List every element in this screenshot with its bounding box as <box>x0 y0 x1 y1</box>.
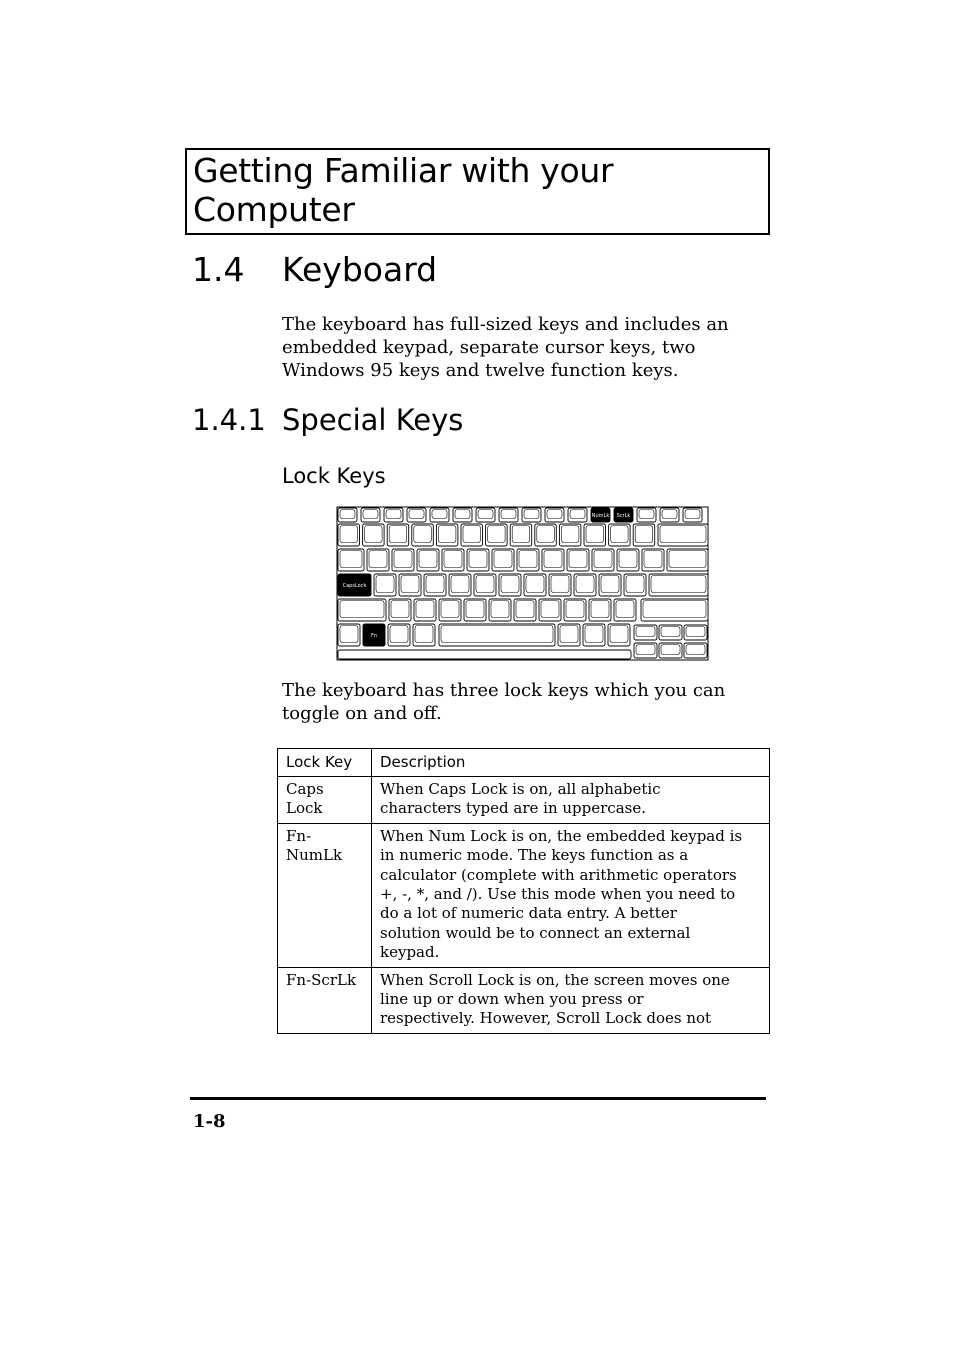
key <box>461 524 483 546</box>
key <box>442 549 464 571</box>
key <box>592 549 614 571</box>
function-key <box>499 508 518 522</box>
key <box>374 574 396 596</box>
cell-line: solution would be to connect an external <box>380 923 691 942</box>
alt-key <box>413 624 435 646</box>
key <box>539 599 561 621</box>
subsection-title: Special Keys <box>282 403 464 437</box>
numlock-key <box>591 508 610 522</box>
win-key <box>388 624 410 646</box>
key <box>542 549 564 571</box>
key <box>609 524 631 546</box>
lock-intro-paragraph <box>282 679 762 725</box>
cursor-key <box>634 625 657 640</box>
chapter-title-line-2: Computer <box>193 190 355 229</box>
cell-line: NumLk <box>286 846 343 865</box>
spacebar-key <box>439 624 555 646</box>
table-row <box>278 777 770 824</box>
subsection-number: 1.4.1 <box>192 403 266 437</box>
intro-line: Windows 95 keys and twelve function keys. <box>282 360 679 381</box>
cell-line: characters typed are in uppercase. <box>380 799 646 818</box>
key <box>514 599 536 621</box>
alt-right-key <box>558 624 580 646</box>
key <box>559 524 581 546</box>
cell-line: Caps <box>286 780 324 798</box>
key <box>467 549 489 571</box>
function-key <box>476 508 495 522</box>
key <box>564 599 586 621</box>
key <box>399 574 421 596</box>
cursor-key <box>634 643 657 658</box>
cursor-key <box>684 643 707 658</box>
key <box>633 524 655 546</box>
description-cell <box>372 823 770 967</box>
footer-rule <box>190 1097 766 1100</box>
ctrl-right-key <box>608 624 630 646</box>
function-key <box>637 508 656 522</box>
lock-keys-heading: Lock Keys <box>282 464 386 488</box>
cell-line: When Num Lock is on, the embedded keypad is <box>380 826 743 845</box>
keyboard-illustration <box>336 506 710 662</box>
section-number: 1.4 <box>192 250 245 289</box>
lock-intro-line: toggle on and off. <box>282 703 442 724</box>
cursor-key <box>659 643 682 658</box>
function-key <box>545 508 564 522</box>
cell-line: Fn-ScrLk <box>286 970 357 989</box>
key <box>614 599 636 621</box>
key <box>574 574 596 596</box>
key <box>387 524 409 546</box>
key <box>363 524 385 546</box>
cursor-key <box>684 625 707 640</box>
key <box>412 524 434 546</box>
lock-key-cell <box>278 967 372 1033</box>
lock-keys-table <box>277 748 770 1034</box>
key <box>524 574 546 596</box>
key <box>436 524 458 546</box>
intro-line: embedded keypad, separate cursor keys, two <box>282 337 696 358</box>
intro-paragraph <box>282 313 762 382</box>
fn-key <box>363 624 385 646</box>
function-key <box>568 508 587 522</box>
cursor-key <box>659 625 682 640</box>
chapter-title-line-1: Getting Familiar with your <box>193 151 614 190</box>
key <box>439 599 461 621</box>
lock-intro-line: The keyboard has three lock keys which you can <box>282 680 726 701</box>
left-shift-key <box>338 599 386 621</box>
key <box>464 599 486 621</box>
key <box>424 574 446 596</box>
key <box>642 549 664 571</box>
page-number: 1-8 <box>193 1111 226 1132</box>
function-key <box>384 508 403 522</box>
key <box>486 524 508 546</box>
key <box>492 549 514 571</box>
palm-rest-strip <box>338 650 631 659</box>
ctrl-key <box>338 624 360 646</box>
backspace-key <box>658 524 708 546</box>
key <box>392 549 414 571</box>
header-description: Description <box>372 749 770 777</box>
section-title: Keyboard <box>282 250 438 289</box>
key <box>535 524 557 546</box>
scrlock-key-label: ScrLk <box>616 513 631 519</box>
menu-key <box>583 624 605 646</box>
right-shift-key <box>641 599 708 621</box>
numlock-key-label: NumLk <box>591 513 610 519</box>
function-key <box>430 508 449 522</box>
key <box>549 574 571 596</box>
key <box>338 524 360 546</box>
scrlock-key <box>614 508 633 522</box>
backslash-key <box>667 549 708 571</box>
cell-line: When Caps Lock is on, all alphabetic <box>380 780 661 798</box>
key <box>449 574 471 596</box>
cell-line: +, -, *, and /). Use this mode when you need to <box>380 885 736 904</box>
tab-key <box>338 549 364 571</box>
key <box>584 524 606 546</box>
function-key <box>683 508 702 522</box>
table-row <box>278 823 770 967</box>
key <box>389 599 411 621</box>
cell-line: in numeric mode. The keys function as a <box>380 846 689 865</box>
capslock-key-label: CapsLock <box>342 583 367 589</box>
intro-line: The keyboard has full-sized keys and includes an <box>282 314 729 335</box>
cell-line: Lock <box>286 799 323 818</box>
key <box>367 549 389 571</box>
cell-line: keypad. <box>380 943 440 962</box>
key <box>510 524 532 546</box>
cell-line: When Scroll Lock is on, the screen moves one <box>380 970 730 989</box>
key <box>517 549 539 571</box>
key <box>624 574 646 596</box>
key <box>474 574 496 596</box>
description-cell <box>372 967 770 1033</box>
header-lock-key: Lock Key <box>278 749 372 777</box>
lock-key-cell <box>278 777 372 824</box>
key <box>599 574 621 596</box>
fn-key-label: Fn <box>370 633 378 639</box>
capslock-key <box>338 574 371 596</box>
key <box>617 549 639 571</box>
table-header-row <box>278 749 770 777</box>
function-key <box>453 508 472 522</box>
function-key <box>407 508 426 522</box>
function-key <box>361 508 380 522</box>
cell-line: calculator (complete with arithmetic operators <box>380 865 737 884</box>
table-row <box>278 967 770 1033</box>
cell-line: respectively. However, Scroll Lock does not <box>380 1009 712 1028</box>
function-key <box>522 508 541 522</box>
key <box>414 599 436 621</box>
cell-line: do a lot of numeric data entry. A better <box>380 904 677 923</box>
cell-line: Fn- <box>286 826 312 845</box>
key <box>567 549 589 571</box>
chapter-title-box <box>185 148 770 235</box>
lock-key-cell <box>278 823 372 967</box>
description-cell <box>372 777 770 824</box>
key <box>499 574 521 596</box>
key <box>589 599 611 621</box>
enter-key <box>649 574 708 596</box>
key <box>417 549 439 571</box>
key <box>489 599 511 621</box>
function-key <box>338 508 357 522</box>
cell-line: line up or down when you press or <box>380 990 644 1009</box>
function-key <box>660 508 679 522</box>
